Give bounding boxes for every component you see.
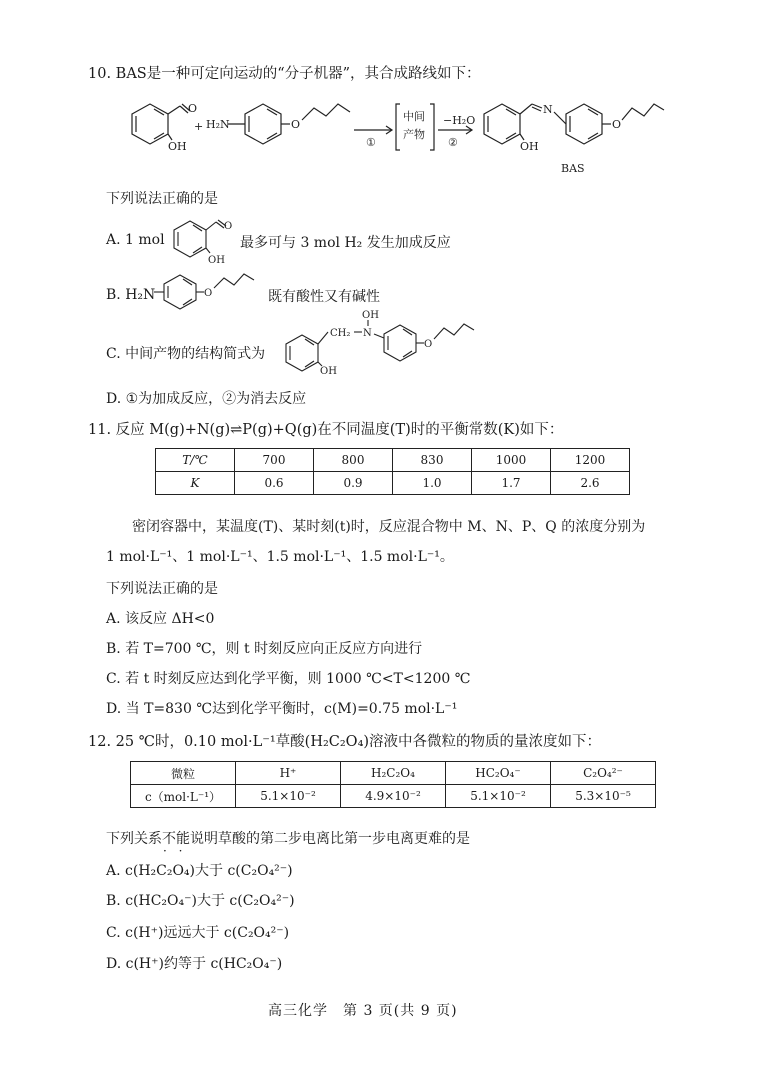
table-cell: 1200 <box>551 449 630 472</box>
table-cell: c（mol·L⁻¹） <box>131 785 236 808</box>
q11-option-b: B. 若 T=700 ℃，则 t 时刻反应向正反应方向进行 <box>106 641 423 657</box>
q11-stem: 11. 反应 M(g)+N(g)⇌P(g)+Q(g)在不同温度(T)时的平衡常数(K)如下： <box>88 422 564 438</box>
q12-prompt-before: 下列关系 <box>106 831 162 847</box>
svg-text:CH₂: CH₂ <box>330 328 351 339</box>
svg-text:BAS: BAS <box>561 162 585 175</box>
svg-text:OH: OH <box>208 255 225 266</box>
svg-text:①: ① <box>366 136 376 149</box>
svg-text:OH: OH <box>520 140 539 153</box>
svg-text:OH: OH <box>168 140 187 153</box>
svg-text:O: O <box>612 118 622 131</box>
table-cell: H₂C₂O₄ <box>341 762 446 785</box>
q10-stem: 10. BAS是一种可定向运动的“分子机器”，其合成路线如下： <box>88 66 481 82</box>
q10-option-a-suffix: 最多可与 3 mol H₂ 发生加成反应 <box>240 235 451 251</box>
table-cell: 微粒 <box>131 762 236 785</box>
q11-option-d: D. 当 T=830 ℃达到化学平衡时，c(M)=0.75 mol·L⁻¹ <box>106 701 458 717</box>
table-row <box>156 472 630 495</box>
q11-table <box>155 448 630 495</box>
svg-text:N: N <box>363 328 372 339</box>
q11-para-2: 1 mol·L⁻¹、1 mol·L⁻¹、1.5 mol·L⁻¹、1.5 mol·L⁻¹。 <box>106 549 454 565</box>
svg-text:O: O <box>224 221 233 232</box>
svg-text:OH: OH <box>362 310 379 321</box>
benzene-ring-2 <box>245 104 281 144</box>
table-cell: 1.0 <box>393 472 472 495</box>
q10-option-b-suffix: 既有酸性又有碱性 <box>268 289 380 305</box>
salicylaldehyde-structure <box>168 216 240 266</box>
q10-option-c-prefix: C. 中间产物的结构简式为 <box>106 346 266 362</box>
benzene-ring-1 <box>132 104 168 144</box>
q11-prompt: 下列说法正确的是 <box>106 581 218 597</box>
q12-option-d: D. c(H⁺)约等于 c(HC₂O₄⁻) <box>106 956 283 972</box>
svg-text:O: O <box>204 288 213 299</box>
q12-stem: 12. 25 ℃时，0.10 mol·L⁻¹草酸(H₂C₂O₄)溶液中各微粒的物质的量浓度如下： <box>88 734 602 750</box>
q12-table <box>130 761 656 808</box>
q11-option-c: C. 若 t 时刻反应达到化学平衡，则 1000 ℃<T<1200 ℃ <box>106 671 471 687</box>
table-row <box>156 449 630 472</box>
table-cell: 5.1×10⁻² <box>446 785 551 808</box>
table-cell: T/℃ <box>156 449 235 472</box>
table-row <box>131 785 656 808</box>
q12-option-c: C. c(H⁺)远远大于 c(C₂O₄²⁻) <box>106 925 290 941</box>
reaction-scheme-svg <box>110 98 670 178</box>
q11-para-1: 密闭容器中，某温度(T)、某时刻(t)时，反应混合物中 M、N、P、Q 的浓度分别为 <box>132 519 646 535</box>
table-cell: 1.7 <box>472 472 551 495</box>
table-cell: 700 <box>235 449 314 472</box>
aminophenyl-ether-structure <box>152 270 266 310</box>
table-cell: H⁺ <box>236 762 341 785</box>
table-cell: 830 <box>393 449 472 472</box>
table-cell: 5.1×10⁻² <box>236 785 341 808</box>
q12-option-b: B. c(HC₂O₄⁻)大于 c(C₂O₄²⁻) <box>106 893 295 909</box>
table-cell: HC₂O₄⁻ <box>446 762 551 785</box>
svg-text:O: O <box>188 102 198 115</box>
q10-prompt: 下列说法正确的是 <box>106 191 218 207</box>
benzene-ring-4 <box>566 104 602 144</box>
table-cell: 2.6 <box>551 472 630 495</box>
table-cell: 5.3×10⁻⁵ <box>551 785 656 808</box>
table-cell: K <box>156 472 235 495</box>
svg-text:+: + <box>194 120 204 133</box>
q10-option-b-prefix: B. H₂N <box>106 287 156 303</box>
table-cell: 1000 <box>472 449 551 472</box>
svg-text:产物: 产物 <box>403 128 425 141</box>
svg-text:H₂N: H₂N <box>206 118 230 131</box>
table-cell: 4.9×10⁻² <box>341 785 446 808</box>
table-cell: C₂O₄²⁻ <box>551 762 656 785</box>
svg-text:OH: OH <box>320 366 337 377</box>
table-cell: 0.6 <box>235 472 314 495</box>
svg-text:O: O <box>291 118 301 131</box>
q12-option-a: A. c(H₂C₂O₄)大于 c(C₂O₄²⁻) <box>106 863 293 879</box>
reaction-scheme <box>110 98 670 178</box>
svg-text:中间: 中间 <box>403 110 425 123</box>
table-cell: 0.9 <box>314 472 393 495</box>
q12-prompt-emphasis: 不能 · · <box>162 831 190 847</box>
page-footer: 高三化学 第 3 页(共 9 页) <box>268 1003 458 1019</box>
q12-prompt <box>106 828 470 848</box>
svg-text:②: ② <box>448 136 458 149</box>
q11-option-a: A. 该反应 ΔH<0 <box>106 611 215 627</box>
q10-option-d: D. ①为加成反应，②为消去反应 <box>106 391 307 407</box>
svg-text:N: N <box>543 103 553 116</box>
table-cell: 800 <box>314 449 393 472</box>
svg-text:−H₂O: −H₂O <box>443 114 476 127</box>
benzene-ring-3 <box>484 104 520 144</box>
svg-text:O: O <box>424 339 433 350</box>
q10-option-a-prefix: A. 1 mol <box>106 232 165 248</box>
intermediate-structure <box>280 308 490 380</box>
table-row <box>131 762 656 785</box>
q12-prompt-after: 说明草酸的第二步电离比第一步电离更难的是 <box>190 831 470 847</box>
